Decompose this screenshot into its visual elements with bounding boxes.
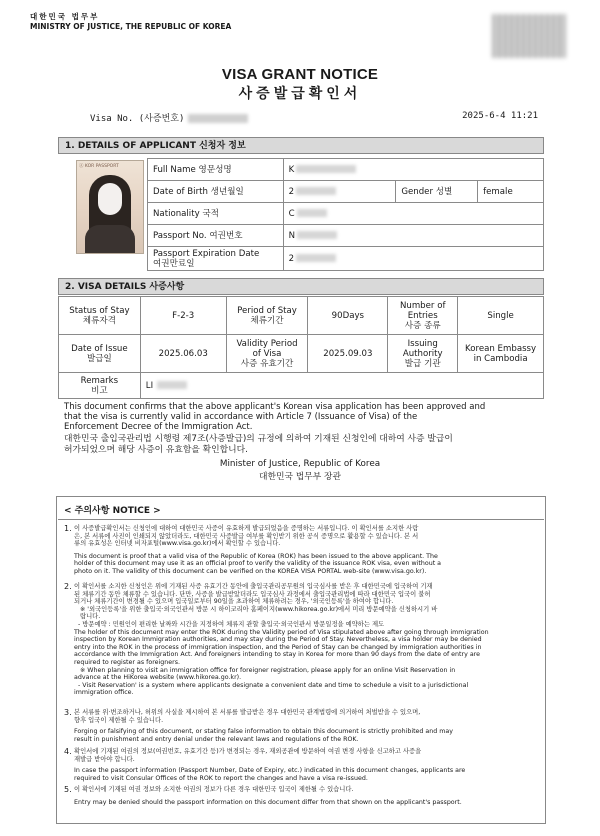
applicant-details-table: [147, 158, 544, 271]
notice-title: < 주의사항 NOTICE >: [64, 506, 161, 516]
confirmation-korean: 대한민국 출입국관리법 시행령 제7조(사증발급)의 규정에 의하여 기재된 신청인에 대하여 사증 발급이 허가되었으며 해당 사증이 유효함을 확인합니다.: [64, 434, 453, 455]
minister-korean: 대한민국 법무부 장관: [258, 472, 342, 482]
visa-number-redacted: [188, 114, 248, 123]
applicant-photo: [76, 160, 144, 254]
remarks-value: LI: [140, 373, 543, 399]
validity-period-label: Validity Period of Visa 사증 유효기간: [226, 335, 308, 373]
date-of-birth-value: 2: [283, 181, 396, 203]
issued-datetime: 2025-6-4 11:21: [462, 111, 538, 121]
passport-expiration-label: Passport Expiration Date 여권만료일: [148, 247, 284, 271]
date-of-birth-label: Date of Birth 생년월일: [148, 181, 284, 203]
entries-label: Number of Entries 사증 종류: [388, 297, 458, 335]
document-title-english: VISA GRANT NOTICE: [221, 66, 379, 83]
section-applicant-header: 1. DETAILS OF APPLICANT 신청자 정보: [58, 137, 544, 154]
notice-item-3: 3. 본 서류를 위·변조하거나, 허위의 사실을 제시하여 본 서류를 발급받은 경우 대한민국 관계법령에 의거하여 처벌받을 수 있으며, 향후 입국이 제한될 수 있습니다. Forging or falsifying of this document, or stating false information to obtain this document is strictly prohibited and may result in punishment and entry denial under the relevant laws and regulations of the ROK.: [64, 708, 453, 743]
full-name-value: K: [283, 159, 543, 181]
entries-value: Single: [458, 297, 544, 335]
visa-number-row: [90, 111, 248, 124]
visa-number-label: Visa No. (사증번호): [90, 114, 185, 124]
remarks-label: Remarks 비고: [59, 373, 141, 399]
notice-item-2: 2. 이 확인서를 소지한 신청인은 위에 기재된 사증 유효기간 동안에 출입국관리공무원의 입국심사를 받은 후 대한민국에 입국하여 기재 된 체류기간 동안 체류할 수 있습니다. 단만, 사증을 발급받았더라도 입국심사 과정에서 출입국관리법에 따라 대한민국 입국이 불허 되거나 체류기간이 변경될 수 있으며 입국일로부터 90일을 초과하여 체류하려는 경우, '외국인등록'을 하여야 합니다. ※ '외국인등록'을 위한 출입국·외국인관서 방문 시 하이코리아 홈페이지(www.hikorea.go.kr)에서 미리 방문예약을 신청하시기 바 랍니다. - 방문예약 : 민원인이 편리한 날짜와 시간을 지정하여 체류지 관할 출입국·외국인관서 방문일정을 예약하는 제도 The holder of this document may enter the ROK during the Validity period of Visa stipulated above after going through immigration inspection by Korean Immigration authorities, and may stay during the Period of Stay. Nevertheless, a visa holder may be denied entry into the ROK in the process of immigration inspection, and the Period of Stay can be changed by immigration authorities in accordance with the Immigration Act. And foreigners intending to stay in Korea for more than 90 days from the date of entry are required to register as foreigners. ※ When planning to visit an immigration office for foreigner registration, please apply for an online Visit Reservation in advance at the HiKorea website (www.hikorea.go.kr). - Visit Reservation' is a system where applicants designate a convenient date and time to schedule a visit to a jurisdictional immigration office.: [64, 582, 489, 697]
issuing-authority-label: Issuing Authority 발급 기관: [388, 335, 458, 373]
ministry-name-korean: 대한민국 법무부: [30, 12, 100, 21]
status-of-stay-label: Status of Stay 체류자격: [59, 297, 141, 335]
ministry-name-english: MINISTRY OF JUSTICE, THE REPUBLIC OF KOREA: [30, 22, 232, 31]
full-name-label: Full Name 영문성명: [148, 159, 284, 181]
nationality-label: Nationality 국적: [148, 203, 284, 225]
blurred-barcode: [492, 14, 566, 58]
document-title-korean: 사증발급확인서: [238, 86, 362, 102]
visa-details-table: [58, 296, 544, 399]
minister-english: Minister of Justice, Republic of Korea: [219, 459, 381, 469]
period-of-stay-label: Period of Stay 체류기간: [226, 297, 308, 335]
notice-item-5: 5. 이 확인서에 기재된 여권 정보와 소지한 여권의 정보가 다른 경우 대한민국 입국이 제한될 수 있습니다. Entry may be denied should the passport information on this document differ from that shown on the applicant's passport.: [64, 785, 462, 806]
passport-expiration-value: 2: [283, 247, 543, 271]
status-of-stay-value: F-2-3: [140, 297, 226, 335]
ministry-header: [30, 12, 231, 32]
gender-value: female: [478, 181, 544, 203]
date-of-issue-label: Date of Issue 발급일: [59, 335, 141, 373]
confirmation-english: This document confirms that the above applicant's Korean visa application has been approved and that the visa is currently valid in accordance with Article 7 (Issuance of Visa) of the Enforcement Decree of the Immigration Act.: [64, 402, 486, 432]
photo-passport-tag: Ⓐ KOR PASSPORT: [79, 164, 119, 169]
nationality-value: C: [283, 203, 543, 225]
notice-item-1: 1. 이 사증발급확인서는 신청인에 대하여 대한민국 사증이 유효하게 발급되었음을 증명하는 서류입니다. 이 확인서를 소지한 사람 은, 본 서류에 사진이 인쇄되지 않았더라도, 대한민국 사증발급 여부를 확인받기 위한 공식 증명으로 활용할 수 있습니다. 본 서 류의 유효성은 인터넷 비자포털(www.visa.go.kr)에서 확인할 수 있습니다. This document is proof that a valid visa of the Republic of Korea (ROK) has been issued to the above applicant. The holder of this document may use it as an official proof to verify the validity of the issuance ROK visa, even without a photo on it. The validity of this document can be verified on the KOREA VISA PORTAL web-site (www.visa.go.kr).: [64, 524, 442, 575]
passport-number-value: N: [283, 225, 543, 247]
date-of-issue-value: 2025.06.03: [140, 335, 226, 373]
gender-label: Gender 성별: [396, 181, 478, 203]
issuing-authority-value: Korean Embassy in Cambodia: [458, 335, 544, 373]
section-visa-header: 2. VISA DETAILS 사증사항: [58, 278, 544, 295]
notice-item-4: 4. 확인서에 기재된 여권의 정보(여권번호, 유효기간 등)가 변경되는 경우, 재외공관에 방문하여 여권 변경 사항을 신고하고 사증을 재발급 받아야 합니다. In case the passport information (Passport Number, Date of Expiry, etc.) indicated in this document changes, applicants are required to visit Consular Offices of the ROK to report the changes and have a visa re-issued.: [64, 747, 466, 782]
period-of-stay-value: 90Days: [308, 297, 388, 335]
validity-period-value: 2025.09.03: [308, 335, 388, 373]
notice-divider: [58, 519, 544, 520]
passport-number-label: Passport No. 여권번호: [148, 225, 284, 247]
